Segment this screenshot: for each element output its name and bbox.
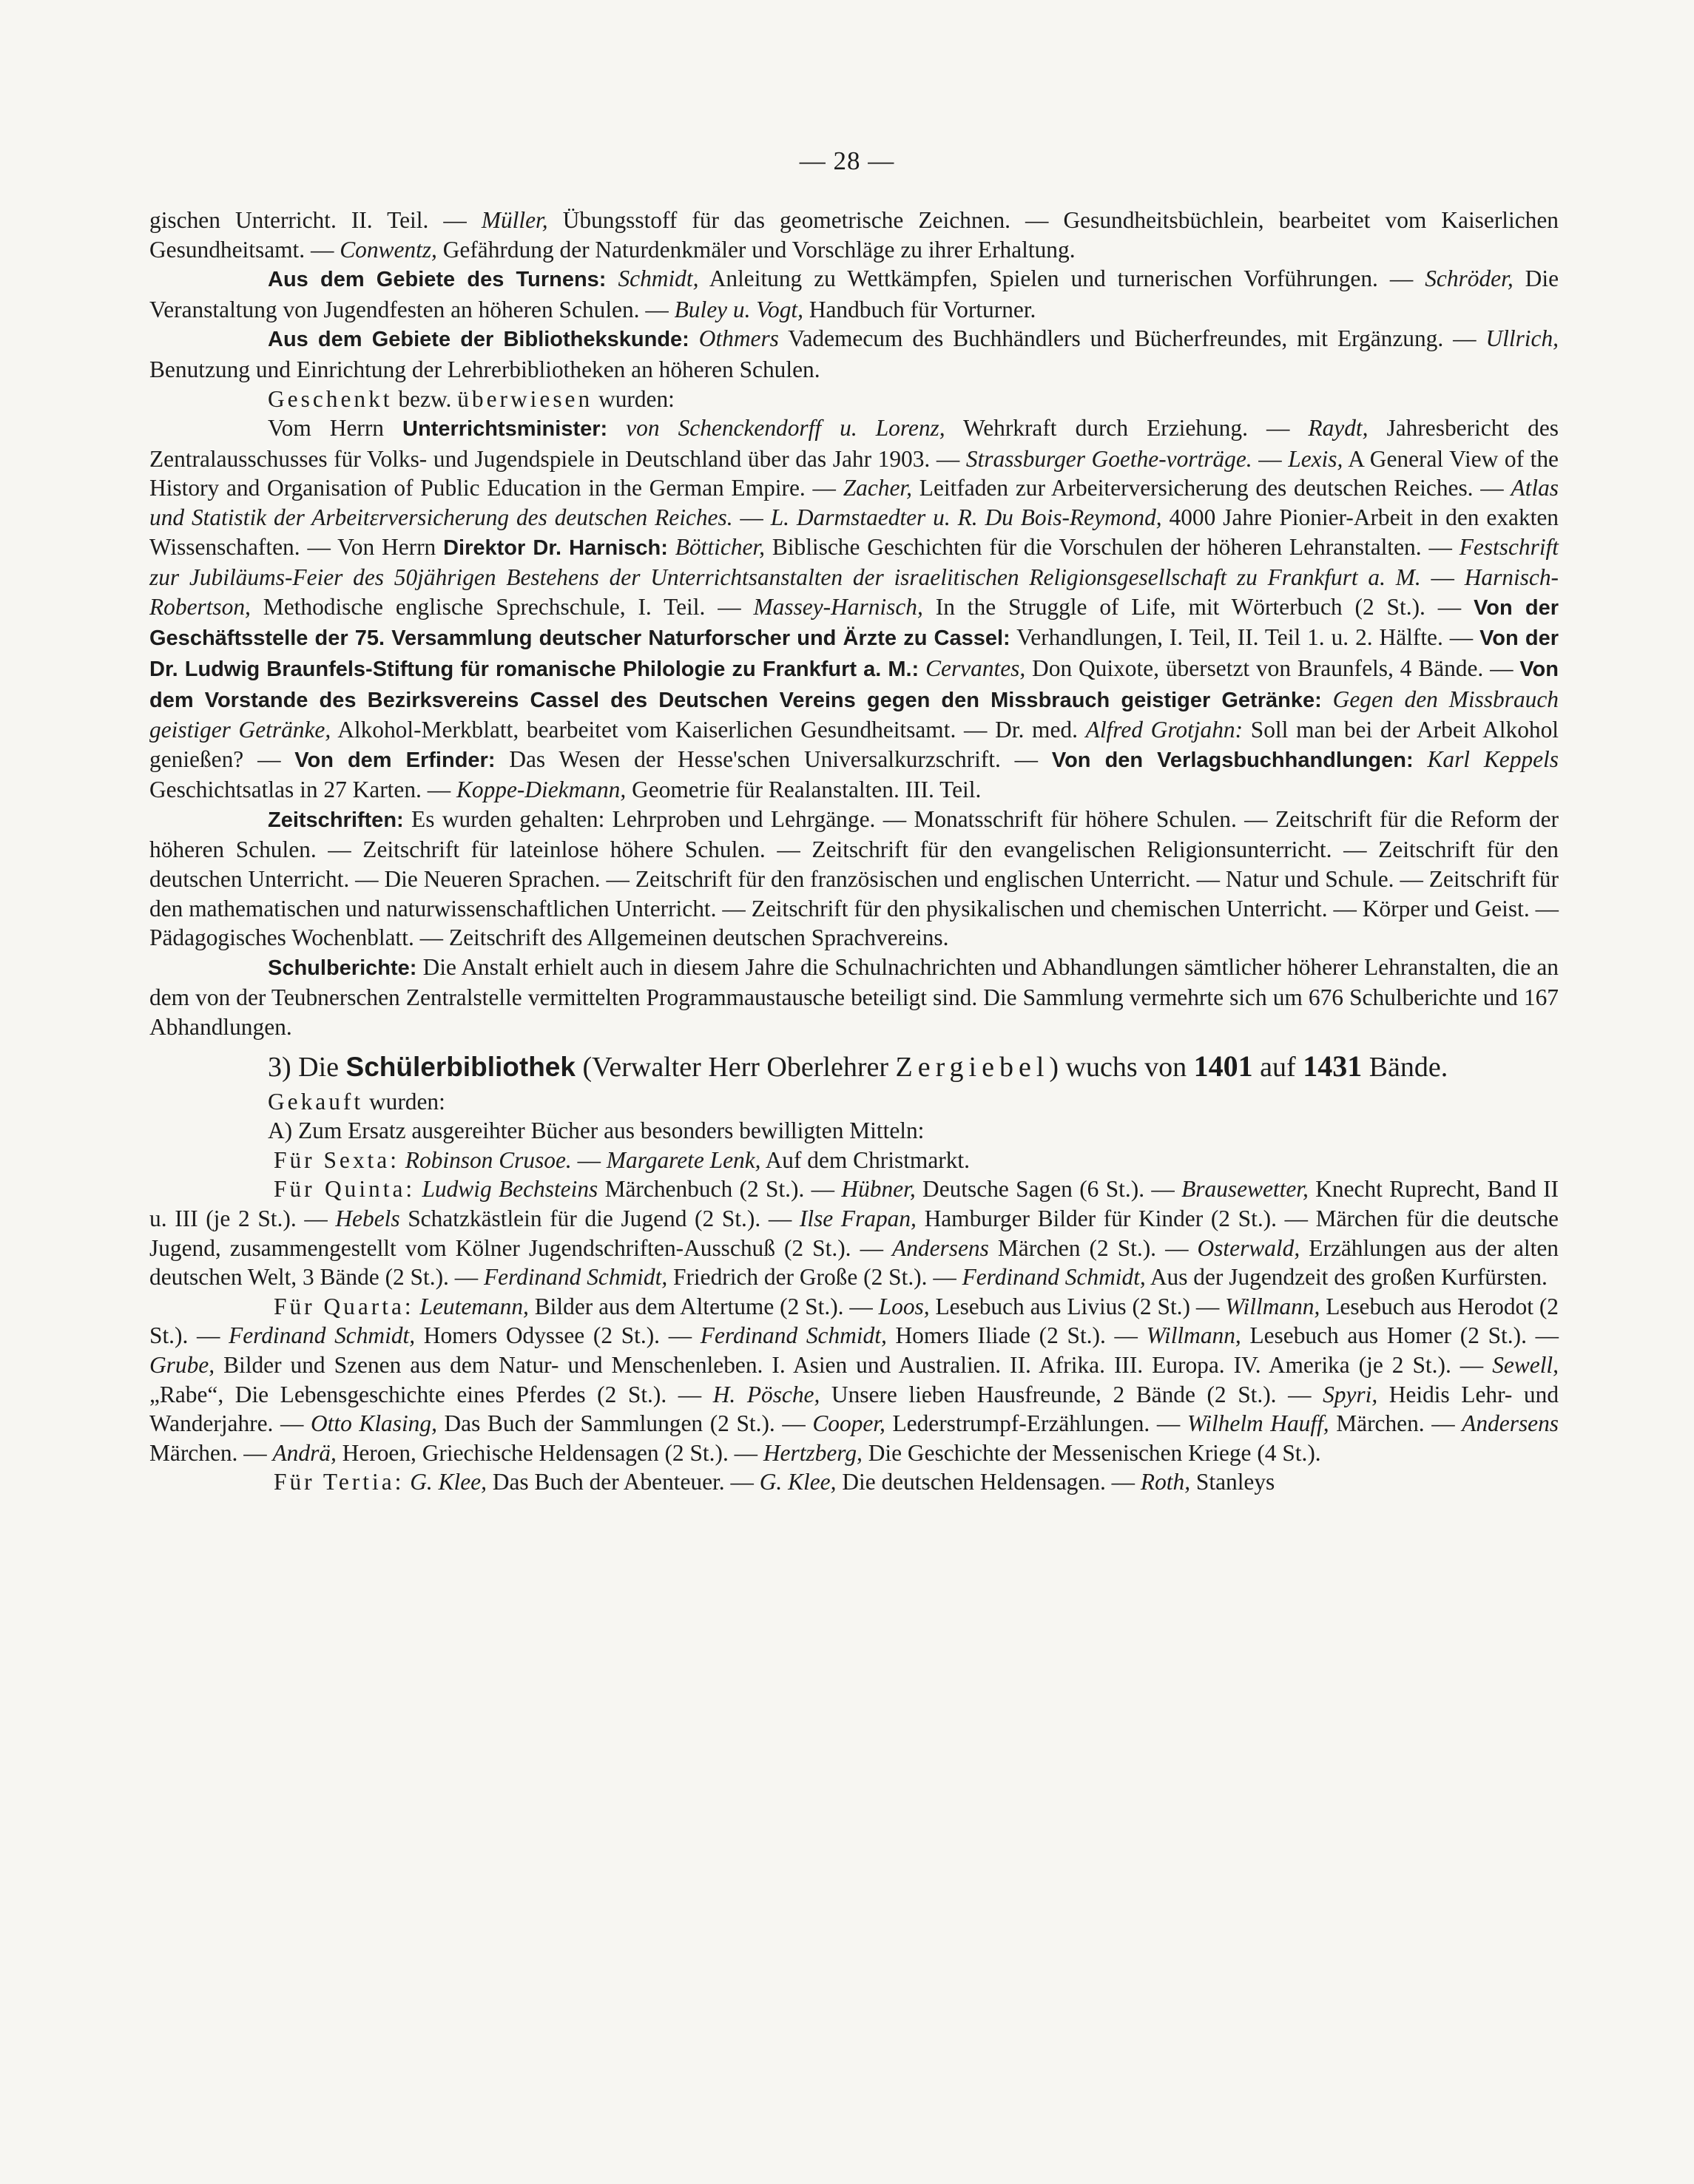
paragraph-bibliothekskunde: Aus dem Gebiete der Bibliothekskunde: Othmers Vademecum des Buchhändlers und Bücherfreundes, mit Ergänzung. — Ullrich, Benutzung und Einrichtung der Lehrerbibliotheken an höheren Schulen. <box>149 325 1559 382</box>
paragraph-gekauft: Gekauft wurden: <box>268 1088 445 1115</box>
paragraph-ersatz: A) Zum Ersatz ausgereihter Bücher aus besonders bewilligten Mitteln: <box>268 1118 925 1144</box>
paragraph-quinta: Für Quinta: Ludwig Bechsteins Märchenbuch (2 St.). — Hübner, Deutsche Sagen (6 St.). — Brausewetter, Knecht Ruprecht, Band II u. III (je 2 St.). — Hebels Schatzkästlein für die Jugend (2 St.). — Ilse Frapan, Hamburger Bilder für Kinder (2 St.). — Märchen für die deutsche Jugend, zusammengestellt vom Kölner Jugendschriften-Ausschuß (2 St.). — Andersens Märchen (2 St.). — Osterwald, Erzählungen aus der alten deutschen Welt, 3 Bände (2 St.). — Ferdinand Schmidt, Friedrich der Große (2 St.). — Ferdinand Schmidt, Aus der Jugendzeit des großen Kurfürsten. <box>149 1176 1559 1291</box>
paragraph-tertia: Für Tertia: G. Klee, Das Buch der Abenteuer. — G. Klee, Die deutschen Heldensagen. — Roth, Stanleys <box>274 1469 1275 1495</box>
paragraph-geschenkt-heading: Geschenkt bezw. überwiesen wurden: <box>268 385 675 412</box>
paragraph-geschenkt: Vom Herrn Unterrichtsminister: von Schenckendorff u. Lorenz, Wehrkraft durch Erziehung. — Raydt, Jahresbericht des Zentralausschusses für Volks- und Jugendspiele in Deutschland über das Jahr 1903. — Strassburger Goethe-vorträge. — Lexis, A General View of the History and Organisation of Public Education in the German Empire. — Zacher, Leitfaden zur Arbeiterversicherung des deutschen Reiches. — Atlas und Statistik der Arbeitεrversicherung des deutschen Reiches. — L. Darmstaedter u. R. Du Bois-Reymond, 4000 Jahre Pionier-Arbeit in den exakten Wissenschaften. — Von Herrn Direktor Dr. Harnisch: Bötticher, Biblische Geschichten für die Vorschulen der höheren Lehranstalten. — Festschrift zur Jubiläums-Feier des 50jährigen Bestehens der Unterrichtsanstalten der israelitischen Religionsgesellschaft zu Frankfurt a. M. — Harnisch-Robertson, Methodische englische Sprechschule, I. Teil. — Massey-Harnisch, In the Struggle of Life, mit Wörterbuch (2 St.). — Von der Geschäftsstelle der 75. Versammlung deutscher Naturforscher und Ärzte zu Cassel: Verhandlungen, I. Teil, II. Teil 1. u. 2. Hälfte. — Von der Dr. Ludwig Braunfels-Stiftung für romanische Philologie zu Frankfurt a. M.: Cervantes, Don Quixote, übersetzt von Braunfels, 4 Bände. — Von dem Vorstande des Bezirksvereins Cassel des Deutschen Vereins gegen den Missbrauch geistiger Getränke: Gegen den Missbrauch geistiger Getränke, Alkohol-Merkblatt, bearbeitet vom Kaiserlichen Gesundheitsamt. — Dr. med. Alfred Grotjahn: Soll man bei der Arbeit Alkohol genießen? — Von dem Erfinder: Das Wesen der Hesse'schen Universalkurzschrift. — Von den Verlagsbuchhandlungen: Karl Keppels Geschichtsatlas in 27 Karten. — Koppe-Diekmann, Geometrie für Realanstalten. III. Teil. <box>149 415 1559 803</box>
paragraph-turnen: Aus dem Gebiete des Turnens: Schmidt, Anleitung zu Wettkämpfen, Spielen und turnerischen Vorführungen. — Schröder, Die Veranstaltung von Jugendfesten an höheren Schulen. — Buley u. Vogt, Handbuch für Vorturner. <box>149 266 1559 322</box>
paragraph-schulberichte: Schulberichte: Die Anstalt erhielt auch in diesem Jahre die Schulnachrichten und Abhandlungen sämtlicher höherer Lehranstalten, die an dem von der Teubnerschen Zentralstelle vermittelten Programmaustausche beteiligt sind. Die Sammlung vermehrte sich um 676 Schulberichte und 167 Abhandlungen. <box>149 953 1559 1041</box>
paragraph-zeitschriften: Zeitschriften: Es wurden gehalten: Lehrproben und Lehrgänge. — Monatsschrift für höhere Schulen. — Zeitschrift für die Reform der höheren Schulen. — Zeitschrift für lateinlose höhere Schulen. — Zeitschrift für den evangelischen Religionsunterricht. — Zeitschrift für den deutschen Unterricht. — Die Neueren Sprachen. — Zeitschrift für den französischen und englischen Unterricht. — Natur und Schule. — Zeitschrift für den mathematischen und naturwissenschaftlichen Unterricht. — Zeitschrift für den physikalischen und chemischen Unterricht. — Körper und Geist. — Pädagogisches Wochenblatt. — Zeitschrift des Allgemeinen deutschen Sprachvereins. <box>149 805 1559 951</box>
page-number: — 28 — <box>799 146 895 175</box>
paragraph-sexta: Für Sexta: Robinson Crusoe. — Margarete Lenk, Auf dem Christmarkt. <box>274 1146 970 1173</box>
paragraph-quarta: Für Quarta: Leutemann, Bilder aus dem Altertume (2 St.). — Loos, Lesebuch aus Livius (2 St.) — Willmann, Lesebuch aus Herodot (2 St.). — Ferdinand Schmidt, Homers Odyssee (2 St.). — Ferdinand Schmidt, Homers Iliade (2 St.). — Willmann, Lesebuch aus Homer (2 St.). — Grube, Bilder und Szenen aus dem Natur- und Menschenleben. I. Asien und Australien. II. Afrika. III. Europa. IV. Amerika (je 2 St.). — Sewell, „Rabe“, Die Lebensgeschichte eines Pferdes (2 St.). — H. Pösche, Unsere lieben Hausfreunde, 2 Bände (2 St.). — Spyri, Heidis Lehr- und Wanderjahre. — Otto Klasing, Das Buch der Sammlungen (2 St.). — Cooper, Lederstrumpf-Erzählungen. — Wilhelm Hauff, Märchen. — Andersens Märchen. — Andrä, Heroen, Griechische Heldensagen (2 St.). — Hertzberg, Die Geschichte der Messenischen Kriege (4 St.). <box>149 1293 1559 1466</box>
paragraph-continuation: gischen Unterricht. II. Teil. — Müller, Übungsstoff für das geometrische Zeichnen. — Gesundheitsbüchlein, bearbeitet vom Kaiserlichen Gesundheitsamt. — Conwentz, Gefährdung der Naturdenkmäler und Vorschläge zu ihrer Erhaltung. <box>149 207 1559 263</box>
page-body <box>149 206 1559 1497</box>
section-schuelerbibliothek: 3) Die Schülerbibliothek (Verwalter Herr Oberlehrer Zergiebel) wuchs von 1401 auf 1431 Bände. <box>268 1049 1448 1083</box>
